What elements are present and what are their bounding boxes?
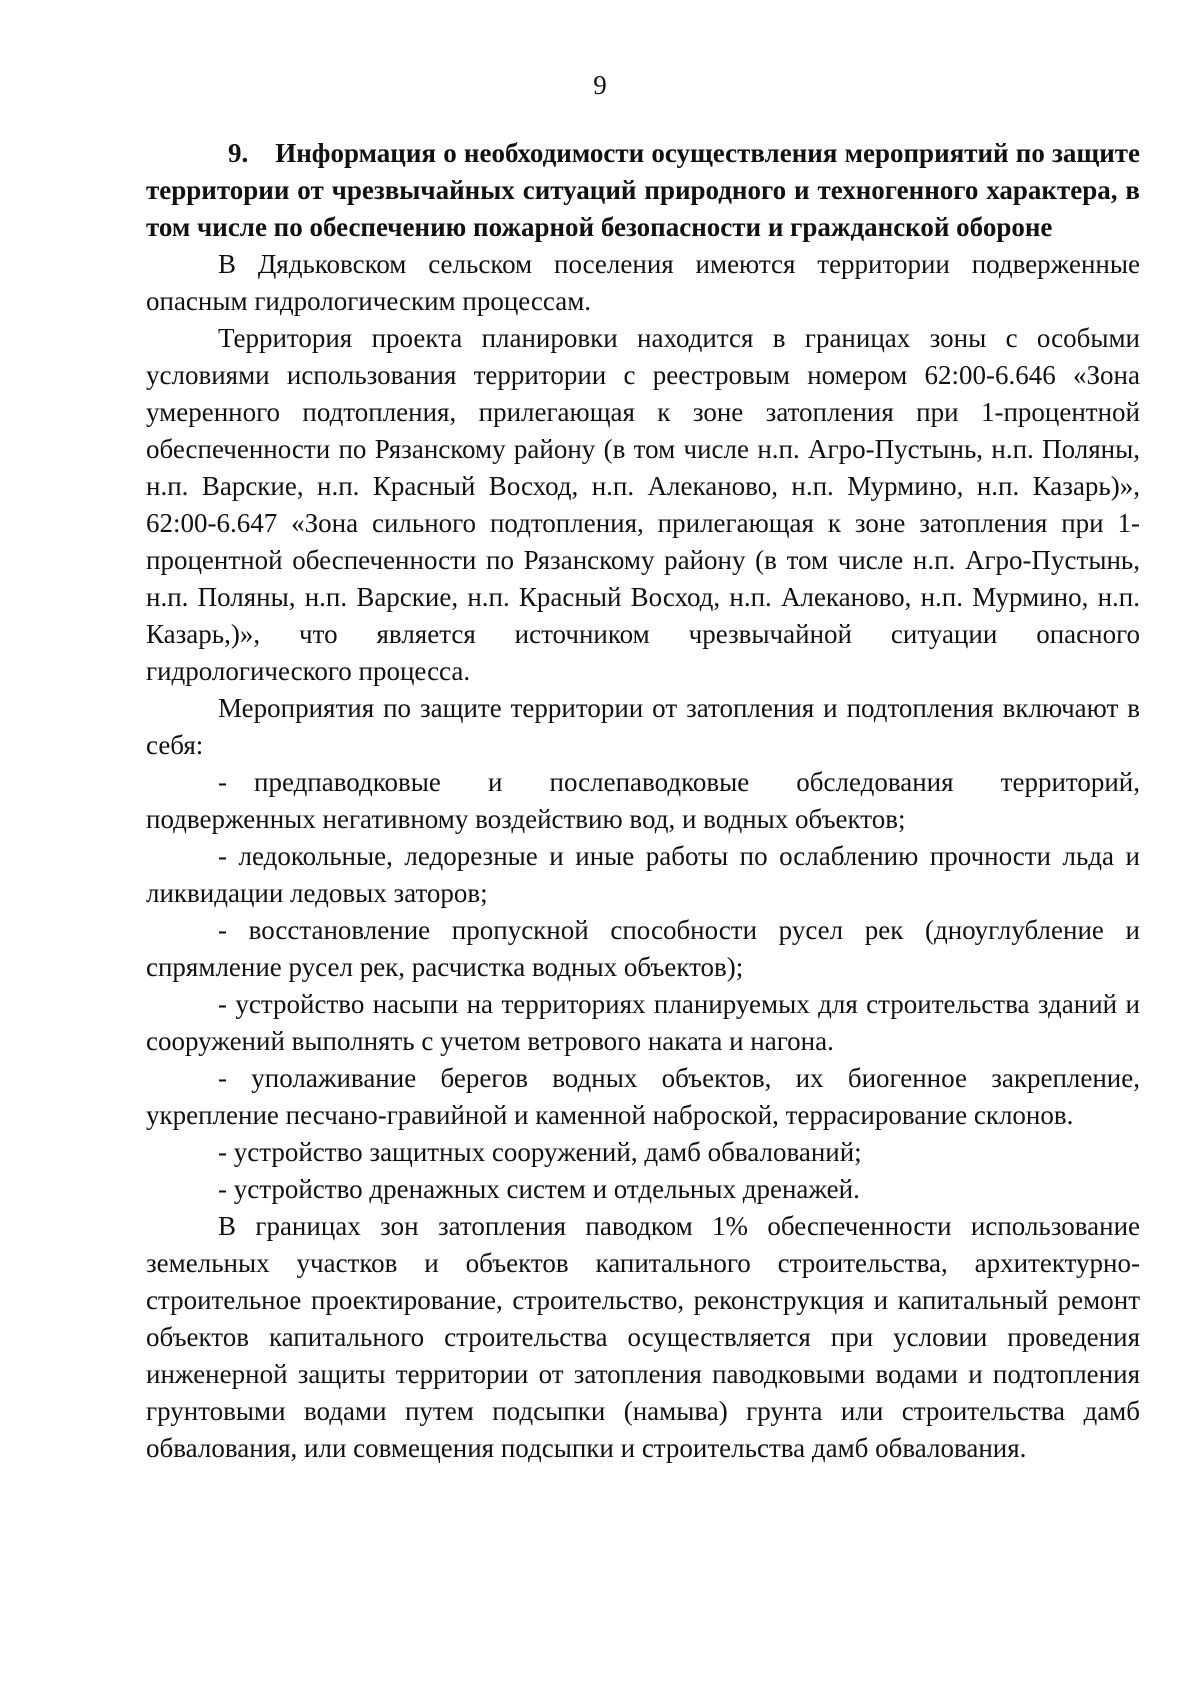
paragraph-flood-zone-requirements: В границах зон затопления паводком 1% обеспеченности использование земельных участков и объектов капитального строительства, архитектурно-строительное проектирование, строительство, реконструкция и капитальный ремонт объектов капитального строительства осуществляется при условии проведения инженерной защиты территории от затопления паводковыми водами и подтопления грунтовыми водами путем подсыпки (намыва) грунта или строительства дамб обвалования, или совмещения подсыпки и строительства дамб обвалования. [146,1211,1140,1463]
list-item-drainage: - устройство дренажных систем и отдельных дренажей. [218,1174,860,1204]
list-item-protective-structures: - устройство защитных сооружений, дамб обвалований; [218,1137,862,1167]
paragraph-hazard-intro: В Дядьковском сельском поселения имеются территории подверженные опасным гидрологическим процессам. [146,249,1140,316]
list-item-embankment: - устройство насыпи на территориях планируемых для строительства зданий и сооружений выполнять с учетом ветрового наката и нагона. [146,989,1140,1056]
paragraph-measures-intro: Мероприятия по защите территории от затопления и подтопления включают в себя: [146,693,1140,760]
page-number: 9 [593,70,607,100]
paragraph-flood-zones: Территория проекта планировки находится в границах зоны с особыми условиями использования территории с реестровым номером 62:00-6.646 «Зона умеренного подтопления, прилегающая к зоне затопления при 1-процентной обеспеченности по Рязанскому району (в том числе н.п. Агро-Пустынь, н.п. Поляны, н.п. Варские, н.п. Красный Восход, н.п. Алеканово, н.п. Мурмино, н.п. Казарь)», 62:00-6.647 «Зона сильного подтопления, прилегающая к зоне затопления при 1-процентной обеспеченности по Рязанскому району (в том числе н.п. Агро-Пустынь, н.п. Поляны, н.п. Варские, н.п. Красный Восход, н.п. Алеканово, н.п. Мурмино, н.п. Казарь,)», что является источником чрезвычайной ситуации опасного гидрологического процесса. [146,323,1140,686]
list-item-ice-works: - ледокольные, ледорезные и иные работы по ослаблению прочности льда и ликвидации ледовых заторов; [146,841,1140,908]
list-item-riverbed-restoration: - восстановление пропускной способности русел рек (дноуглубление и спрямление русел рек, расчистка водных объектов); [146,915,1140,982]
list-item-inspections: - предпаводковые и послепаводковые обследования территорий, подверженных негативному воздействию вод, и водных объектов; [146,767,1140,834]
section-heading: 9. Информация о необходимости осуществления мероприятий по защите территории от чрезвычайных ситуаций природного и техногенного характера, в том числе по обеспечению пожарной безопасности и гражданской обороне [146,138,1140,242]
document-body [146,135,1140,1467]
list-item-bank-stabilization: - уполаживание берегов водных объектов, их биогенное закрепление, укрепление песчано-гравийной и каменной наброской, террасирование склонов. [146,1063,1140,1130]
